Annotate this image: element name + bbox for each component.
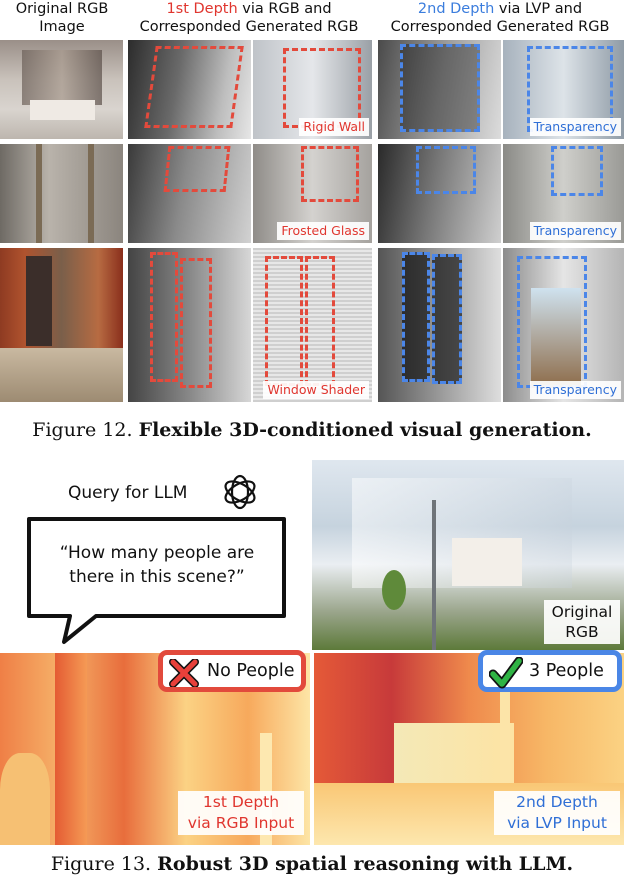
second-depth-line2: Corresponded Generated RGB	[390, 19, 610, 35]
question-text: “How many people are there in this scene?”	[59, 543, 255, 587]
original-rgb-photo	[312, 460, 624, 650]
row3-second-rgb	[503, 248, 624, 402]
first-depth-label-line2: via RGB Input	[187, 814, 295, 832]
row3-first-rgb	[253, 248, 372, 402]
openai-logo-icon	[220, 472, 260, 512]
cross-icon	[169, 659, 199, 687]
row3-first-tag: Window Shader	[263, 381, 369, 399]
figure13-caption-prefix: Figure 13.	[50, 853, 158, 875]
row1-second-depth	[378, 40, 501, 139]
first-depth-colored: 1st Depth	[166, 1, 238, 17]
figure12-caption-bold: Flexible 3D-conditioned visual generation.	[138, 419, 592, 441]
check-icon	[489, 657, 523, 689]
col-header-first-depth	[126, 0, 372, 36]
col-header-second-depth	[376, 0, 624, 36]
query-label: Query for LLM	[68, 483, 188, 503]
row2-original-image	[0, 144, 123, 243]
row2-first-tag: Frosted Glass	[277, 222, 369, 240]
row1-original-image	[0, 40, 123, 139]
row1-second-rgb	[503, 40, 624, 139]
figure13-caption	[0, 853, 624, 875]
answer-no-people-text: No People	[207, 661, 295, 681]
first-depth-rest: via RGB and	[237, 1, 332, 17]
row2-first-rgb	[253, 144, 372, 243]
original-rgb-label	[544, 600, 620, 644]
row3-first-depth	[128, 248, 251, 402]
figure12-caption	[0, 419, 624, 441]
row3-original-image	[0, 248, 123, 402]
second-depth-colored: 2nd Depth	[417, 1, 495, 17]
row2-first-depth	[128, 144, 251, 243]
col-header-original-line1: Original RGB	[15, 1, 109, 17]
first-depth-label	[178, 791, 304, 835]
second-depth-label-line2: via LVP Input	[507, 814, 607, 832]
col-header-original	[0, 0, 124, 36]
row3-second-tag: Transparency	[530, 381, 621, 399]
first-depth-label-line1: 1st Depth	[202, 793, 280, 811]
second-depth-rest: via LVP and	[494, 1, 583, 17]
col-header-original-line2: Image	[39, 19, 85, 35]
row3-second-depth	[378, 248, 501, 402]
row1-second-tag: Transparency	[530, 118, 621, 136]
figure13-caption-bold: Robust 3D spatial reasoning with LLM.	[157, 853, 574, 875]
second-depth-label	[494, 791, 620, 835]
second-depth-label-line1: 2nd Depth	[516, 793, 598, 811]
original-rgb-label-line2: RGB	[565, 623, 599, 641]
row1-first-rgb	[253, 40, 372, 139]
first-depth-line2: Corresponded Generated RGB	[139, 19, 359, 35]
original-rgb-label-line1: Original	[551, 603, 613, 621]
figure12-caption-prefix: Figure 12.	[32, 419, 139, 441]
answer-badge-no-people	[158, 650, 306, 692]
row2-second-tag: Transparency	[530, 222, 621, 240]
row2-second-rgb	[503, 144, 624, 243]
row1-first-depth	[128, 40, 251, 139]
answer-three-people-text: 3 People	[529, 661, 604, 681]
answer-badge-three-people	[478, 650, 622, 692]
row2-second-depth	[378, 144, 501, 243]
row1-first-tag: Rigid Wall	[299, 118, 369, 136]
